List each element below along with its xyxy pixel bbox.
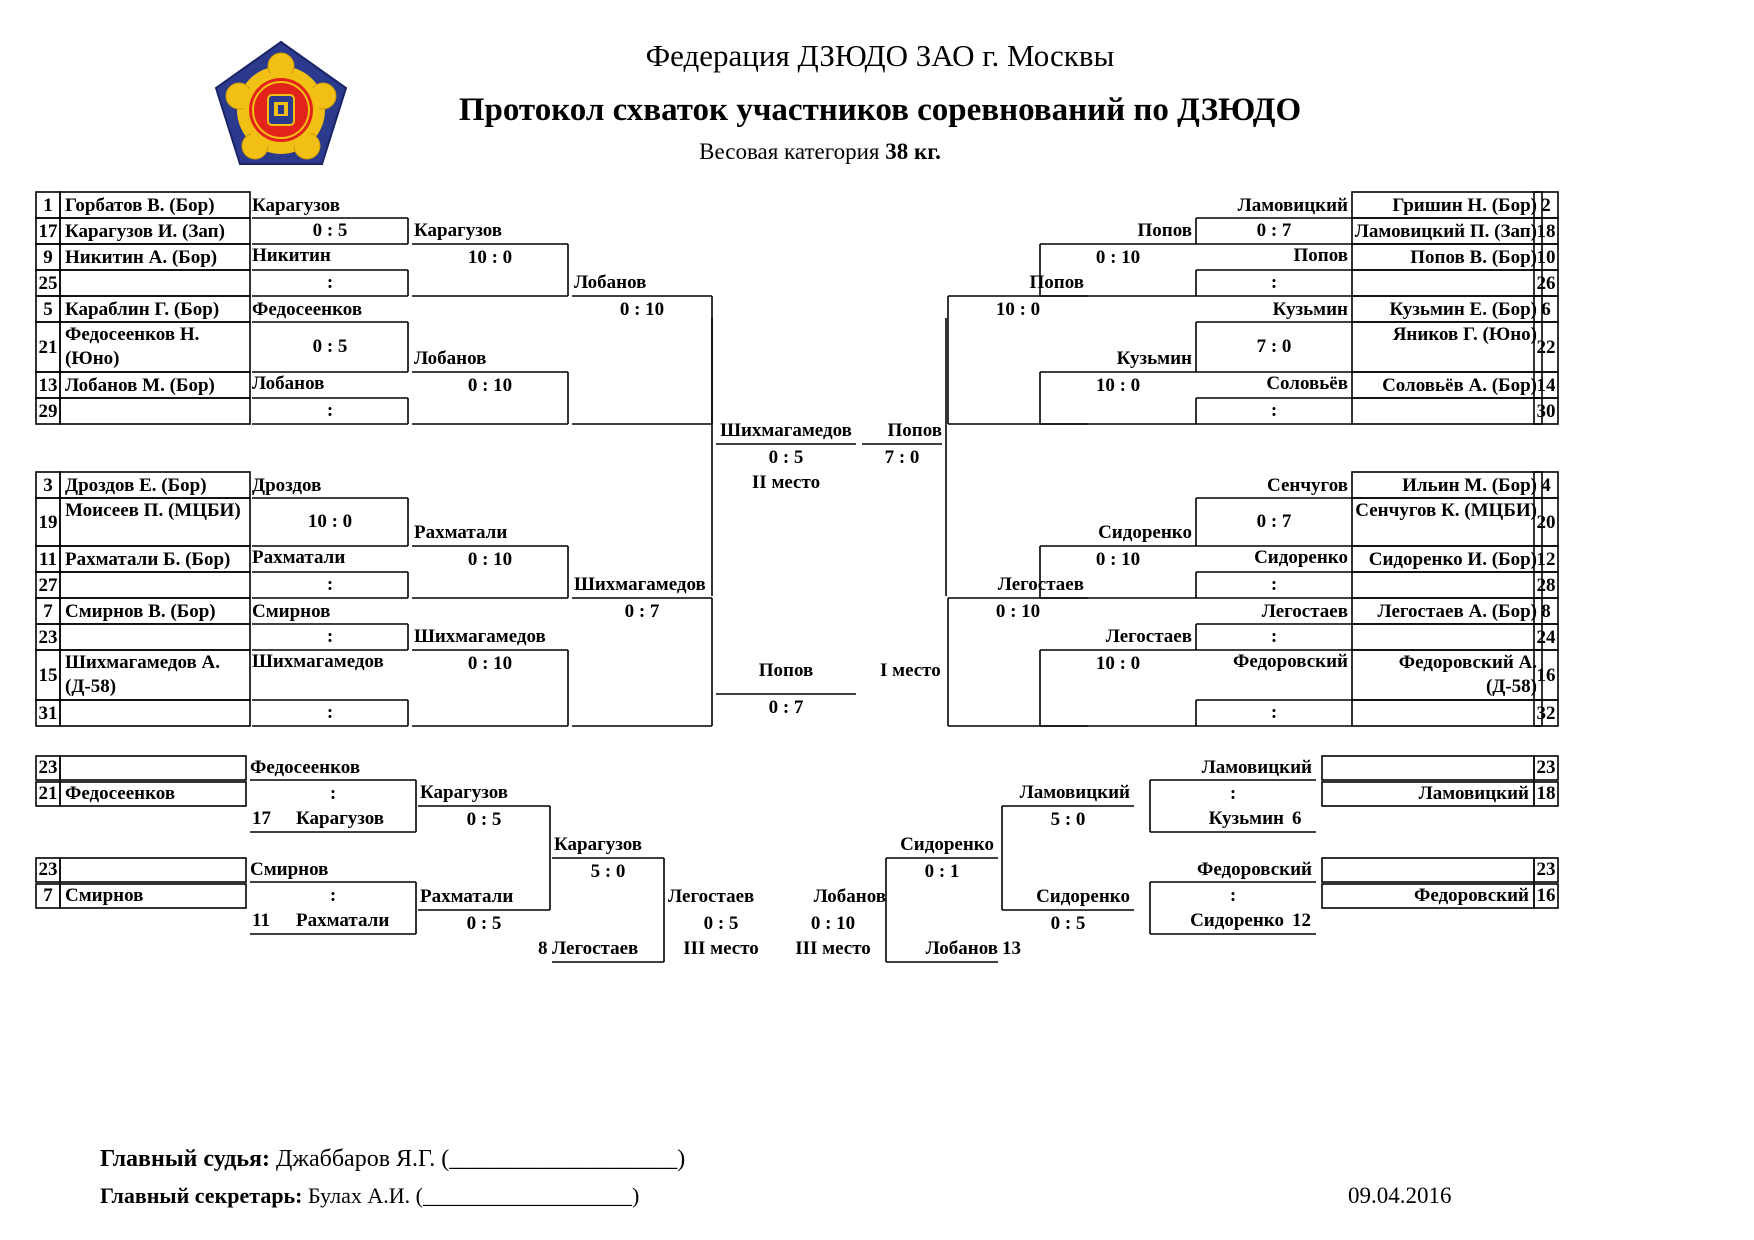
protocol-title: Протокол схваток участников соревнований по ДЗЮДО <box>458 92 1302 128</box>
left_top-r3-score: 0 : 10 <box>619 299 665 320</box>
repechage_left-r3-winner: Карагузов <box>554 834 643 855</box>
right_bottom-r2-winner-0: Сидоренко <box>1098 522 1192 543</box>
left_top-r1-score-1: : <box>326 272 334 293</box>
right_top-name-1: Ламовицкий П. (Зап) <box>1354 221 1537 242</box>
right_bottom-seed-1: 20 <box>1536 512 1556 533</box>
right_bottom-name-cell <box>1352 624 1542 650</box>
left_top-name-6: Лобанов М. (Бор) <box>65 375 215 396</box>
right_top-r1-score-1: : <box>1270 272 1278 293</box>
left_top-r1-winner-0: Карагузов <box>252 195 341 216</box>
repechage_right-third-place-label: III место <box>795 938 871 959</box>
left_bottom-seed-1: 19 <box>38 512 58 533</box>
left_bottom-name-6: Шихмагамедов А. (Д-58) <box>65 652 220 697</box>
right_bottom-seed-5: 24 <box>1536 627 1556 648</box>
left_top-r1-next-2: Лобанов <box>252 373 325 394</box>
right_bottom-seed-3: 28 <box>1536 575 1556 596</box>
right_bottom-r1-score-2: : <box>1270 626 1278 647</box>
repechage_left-r3-next: Легостаев <box>552 938 639 959</box>
right_top-r1-next-2: Соловьёв <box>1266 373 1348 394</box>
right_top-r1-next-0: Попов <box>1293 245 1348 266</box>
right_top-name-cell <box>1352 398 1542 424</box>
left_top-r2-score-0: 10 : 0 <box>467 247 513 268</box>
right_top-name-2: Попов В. (Бор) <box>1410 247 1537 268</box>
right_top-seed-7: 30 <box>1536 401 1556 422</box>
repechage_left-r3-score: 5 : 0 <box>590 861 626 882</box>
right_bottom-name-2: Сидоренко И. (Бор) <box>1368 549 1537 570</box>
right_bottom-r1-next-2: Федоровский <box>1233 651 1348 672</box>
right_bottom-seed-6: 16 <box>1536 665 1556 686</box>
right_top-r3-winner: Попов <box>1029 272 1084 293</box>
right_bottom-r1-winner-2: Легостаев <box>1261 601 1348 622</box>
chief-secretary-name: Булах А.И. (___________________) <box>308 1183 640 1208</box>
left_top-r2-winner-1: Лобанов <box>414 348 487 369</box>
protocol-date: 09.04.2016 <box>1348 1183 1452 1208</box>
left_top-name-4: Караблин Г. (Бор) <box>65 299 220 320</box>
right_bottom-name-6: Федоровский А. (Д-58) <box>1398 652 1537 697</box>
repechage_left-name-1: Федосеенков <box>65 783 176 804</box>
right_top-r1-winner-2: Кузьмин <box>1272 299 1348 320</box>
repechage_right-r1-score-1: : <box>1229 885 1237 906</box>
right_bottom-seed-7: 32 <box>1536 703 1556 724</box>
final-winner-name: Попов <box>758 660 814 681</box>
right_top-name-5: Яников Г. (Юно) <box>1392 324 1537 345</box>
left_top-seed-0: 1 <box>43 195 53 216</box>
right_top-seed-4: 6 <box>1541 299 1551 320</box>
repechage_right-r2-winner-0: Ламовицкий <box>1019 782 1130 803</box>
left_top-seed-2: 9 <box>43 247 53 268</box>
right_top-seed-3: 26 <box>1536 273 1556 294</box>
first-place-label: I место <box>880 660 941 681</box>
left_bottom-seed-3: 27 <box>38 575 58 596</box>
left_bottom-r1-winner-0: Дроздов <box>252 475 322 496</box>
repechage_left-r3-seed-bottom: 8 <box>538 938 548 959</box>
repechage_left-r2-score-0: 0 : 5 <box>466 809 502 830</box>
left_bottom-seed-2: 11 <box>39 549 57 570</box>
weight-label: Весовая категория <box>699 139 880 164</box>
right_top-r1-score-0: 0 : 7 <box>1256 220 1292 241</box>
repechage_left-name-cell <box>60 756 246 780</box>
repechage_left-third-place-label: III место <box>683 938 759 959</box>
right_top-r1-winner-0: Ламовицкий <box>1237 195 1348 216</box>
left_bottom-r1-next-2: Шихмагамедов <box>252 651 384 672</box>
repechage_left-r1-score-0: : <box>329 783 337 804</box>
repechage_right-r1-next-1: Сидоренко <box>1190 910 1284 931</box>
weight-value: 38 кг. <box>885 139 941 164</box>
right_bottom-r2-score-0: 0 : 10 <box>1095 549 1141 570</box>
left_top-name-2: Никитин А. (Бор) <box>65 247 218 268</box>
repechage_right-r1-score-0: : <box>1229 783 1237 804</box>
repechage_left-r1-seed-bottom-0: 17 <box>252 808 271 829</box>
right_bottom-name-cell <box>1352 572 1542 598</box>
repechage_right-r1-seed-bottom-0: 6 <box>1292 808 1302 829</box>
left_bottom-r1-score-2: : <box>326 626 334 647</box>
repechage_left-r2-winner-0: Карагузов <box>420 782 509 803</box>
right_top-name-0: Гришин Н. (Бор) <box>1392 195 1537 216</box>
right_bottom-seed-2: 12 <box>1536 549 1556 570</box>
right_bottom-r1-score-1: : <box>1270 574 1278 595</box>
left_bottom-r1-winner-2: Смирнов <box>252 601 331 622</box>
left_bottom-seed-6: 15 <box>38 665 58 686</box>
left_bottom-r2-score-1: 0 : 10 <box>467 653 513 674</box>
repechage_left-r1-winner-0: Федосеенков <box>250 757 361 778</box>
left_bottom-seed-7: 31 <box>38 703 58 724</box>
repechage_left-name-3: Смирнов <box>65 885 144 906</box>
left_bottom-seed-4: 7 <box>43 601 53 622</box>
repechage_left-r2-winner-1: Рахматали <box>420 886 514 907</box>
right_bottom-r1-score-3: : <box>1270 702 1278 723</box>
repechage_right-r2-score-1: 0 : 5 <box>1050 913 1086 934</box>
repechage_right-bronze-name: Лобанов <box>813 886 886 907</box>
repechage_right-seed-1: 18 <box>1536 783 1556 804</box>
semi-left-name: Шихмагамедов <box>720 420 852 441</box>
left_top-seed-5: 21 <box>38 337 58 358</box>
right_top-name-cell <box>1352 270 1542 296</box>
right_top-r2-winner-1: Кузьмин <box>1116 348 1192 369</box>
left_bottom-name-4: Смирнов В. (Бор) <box>65 601 216 622</box>
repechage_right-bronze-score: 0 : 10 <box>810 913 856 934</box>
repechage_right-r1-next-0: Кузьмин <box>1208 808 1284 829</box>
left_top-r1-score-0: 0 : 5 <box>312 220 348 241</box>
left_top-name-5: Федосеенков Н. (Юно) <box>65 324 200 369</box>
chief-secretary <box>100 1182 639 1210</box>
left_top-r2-winner-0: Карагузов <box>414 220 503 241</box>
right_top-r1-score-3: : <box>1270 400 1278 421</box>
repechage_left-r1-score-1: : <box>329 885 337 906</box>
left_bottom-r2-winner-1: Шихмагамедов <box>414 626 546 647</box>
repechage_left-r1-next-0: Карагузов <box>296 808 385 829</box>
right_bottom-r2-score-1: 10 : 0 <box>1095 653 1141 674</box>
right_bottom-r1-score-0: 0 : 7 <box>1256 511 1292 532</box>
left_top-r1-next-0: Никитин <box>252 245 331 266</box>
repechage_right-r2-score-0: 5 : 0 <box>1050 809 1086 830</box>
left_bottom-r3-score: 0 : 7 <box>624 601 660 622</box>
left_bottom-r3-winner: Шихмагамедов <box>574 574 706 595</box>
repechage_left-r1-winner-1: Смирнов <box>250 859 329 880</box>
right_top-r2-score-1: 10 : 0 <box>1095 375 1141 396</box>
repechage_right-name-cell <box>1322 756 1534 780</box>
left_bottom-r1-score-3: : <box>326 702 334 723</box>
right_top-seed-6: 14 <box>1536 375 1556 396</box>
repechage_left-r2-score-1: 0 : 5 <box>466 913 502 934</box>
right_top-name-4: Кузьмин Е. (Бор) <box>1389 299 1537 320</box>
left_bottom-name-cell <box>60 624 250 650</box>
left_top-name-cell <box>60 398 250 424</box>
left_bottom-name-1: Моисеев П. (МЦБИ) <box>65 500 241 521</box>
left_bottom-name-cell <box>60 700 250 726</box>
right_bottom-r2-winner-1: Легостаев <box>1105 626 1192 647</box>
repechage_left-seed-3: 7 <box>43 885 53 906</box>
repechage_left-seed-1: 21 <box>38 783 58 804</box>
repechage_right-name-3: Федоровский <box>1414 885 1529 906</box>
right_bottom-name-0: Ильин М. (Бор) <box>1402 475 1537 496</box>
left_bottom-name-2: Рахматали Б. (Бор) <box>65 549 231 570</box>
chief-judge-label: Главный судья: <box>100 1146 271 1172</box>
repechage_left-seed-0: 23 <box>38 757 58 778</box>
repechage_left-bronze-name: Легостаев <box>668 886 755 907</box>
repechage_right-r1-winner-0: Ламовицкий <box>1201 757 1312 778</box>
federation-title: Федерация ДЗЮДО ЗАО г. Москвы <box>645 38 1115 73</box>
repechage_right-r2-winner-1: Сидоренко <box>1036 886 1130 907</box>
right_bottom-r1-next-0: Сидоренко <box>1254 547 1348 568</box>
right_top-r1-score-2: 7 : 0 <box>1256 336 1292 357</box>
left_bottom-r1-score-0: 10 : 0 <box>307 511 353 532</box>
chief-judge-name: Джаббаров Я.Г. (___________________) <box>276 1146 686 1172</box>
right_top-r2-winner-0: Попов <box>1137 220 1192 241</box>
repechage_left-bronze-score: 0 : 5 <box>703 913 739 934</box>
left_top-r1-score-3: : <box>326 400 334 421</box>
left_bottom-r2-score-0: 0 : 10 <box>467 549 513 570</box>
repechage_right-r1-seed-bottom-1: 12 <box>1292 910 1311 931</box>
right_bottom-name-1: Сенчугов К. (МЦБИ) <box>1355 500 1537 521</box>
repechage_right-r3-seed-bottom: 13 <box>1002 938 1021 959</box>
left_top-name-0: Горбатов В. (Бор) <box>65 195 215 216</box>
repechage_right-seed-0: 23 <box>1536 757 1556 778</box>
right_top-seed-5: 22 <box>1536 337 1556 358</box>
left_bottom-name-cell <box>60 572 250 598</box>
repechage_left-name-cell <box>60 858 246 882</box>
semi-right-score: 7 : 0 <box>884 447 920 468</box>
repechage_left-r1-seed-bottom-1: 11 <box>252 910 270 931</box>
right_top-name-6: Соловьёв А. (Бор) <box>1382 375 1537 396</box>
left_top-r3-winner: Лобанов <box>574 272 647 293</box>
left_bottom-seed-5: 23 <box>38 627 58 648</box>
left_bottom-r1-next-0: Рахматали <box>252 547 346 568</box>
left_top-seed-4: 5 <box>43 299 53 320</box>
left_top-seed-7: 29 <box>38 401 58 422</box>
left_top-seed-1: 17 <box>38 221 58 242</box>
right_top-r3-score: 10 : 0 <box>995 299 1041 320</box>
left_top-name-cell <box>60 270 250 296</box>
repechage_left-r1-next-1: Рахматали <box>296 910 390 931</box>
repechage_right-r3-winner: Сидоренко <box>900 834 994 855</box>
right_bottom-seed-4: 8 <box>1541 601 1551 622</box>
right_top-r2-score-0: 0 : 10 <box>1095 247 1141 268</box>
final-score: 0 : 7 <box>768 697 804 718</box>
left_bottom-seed-0: 3 <box>43 475 53 496</box>
left_top-r2-score-1: 0 : 10 <box>467 375 513 396</box>
right_top-seed-1: 18 <box>1536 221 1556 242</box>
repechage_right-r3-next: Лобанов <box>925 938 998 959</box>
repechage_left-seed-2: 23 <box>38 859 58 880</box>
left_top-name-1: Карагузов И. (Зап) <box>65 221 225 242</box>
right_top-seed-2: 10 <box>1536 247 1556 268</box>
left_bottom-r2-winner-0: Рахматали <box>414 522 508 543</box>
left_bottom-name-0: Дроздов Е. (Бор) <box>65 475 207 496</box>
repechage_right-seed-2: 23 <box>1536 859 1556 880</box>
right_bottom-r3-winner: Легостаев <box>997 574 1084 595</box>
right_bottom-name-4: Легостаев А. (Бор) <box>1377 601 1537 622</box>
right_bottom-name-cell <box>1352 700 1542 726</box>
left_bottom-r1-score-1: : <box>326 574 334 595</box>
chief-judge <box>100 1144 685 1174</box>
second-place-label: II место <box>751 472 821 493</box>
semi-left-score: 0 : 5 <box>768 447 804 468</box>
repechage_right-r1-winner-1: Федоровский <box>1197 859 1312 880</box>
right_top-seed-0: 2 <box>1541 195 1551 216</box>
left_top-r1-score-2: 0 : 5 <box>312 336 348 357</box>
repechage_right-r3-score: 0 : 1 <box>924 861 960 882</box>
left_top-seed-6: 13 <box>38 375 58 396</box>
repechage_right-name-cell <box>1322 858 1534 882</box>
chief-secretary-label: Главный секретарь: <box>100 1183 303 1208</box>
semi-right-name: Попов <box>887 420 942 441</box>
repechage_right-seed-3: 16 <box>1536 885 1556 906</box>
left_top-seed-3: 25 <box>38 273 58 294</box>
repechage_right-name-1: Ламовицкий <box>1418 783 1529 804</box>
right_bottom-r1-winner-0: Сенчугов <box>1267 475 1348 496</box>
right_bottom-r3-score: 0 : 10 <box>995 601 1041 622</box>
right_bottom-seed-0: 4 <box>1541 475 1551 496</box>
left_top-r1-winner-2: Федосеенков <box>252 299 363 320</box>
